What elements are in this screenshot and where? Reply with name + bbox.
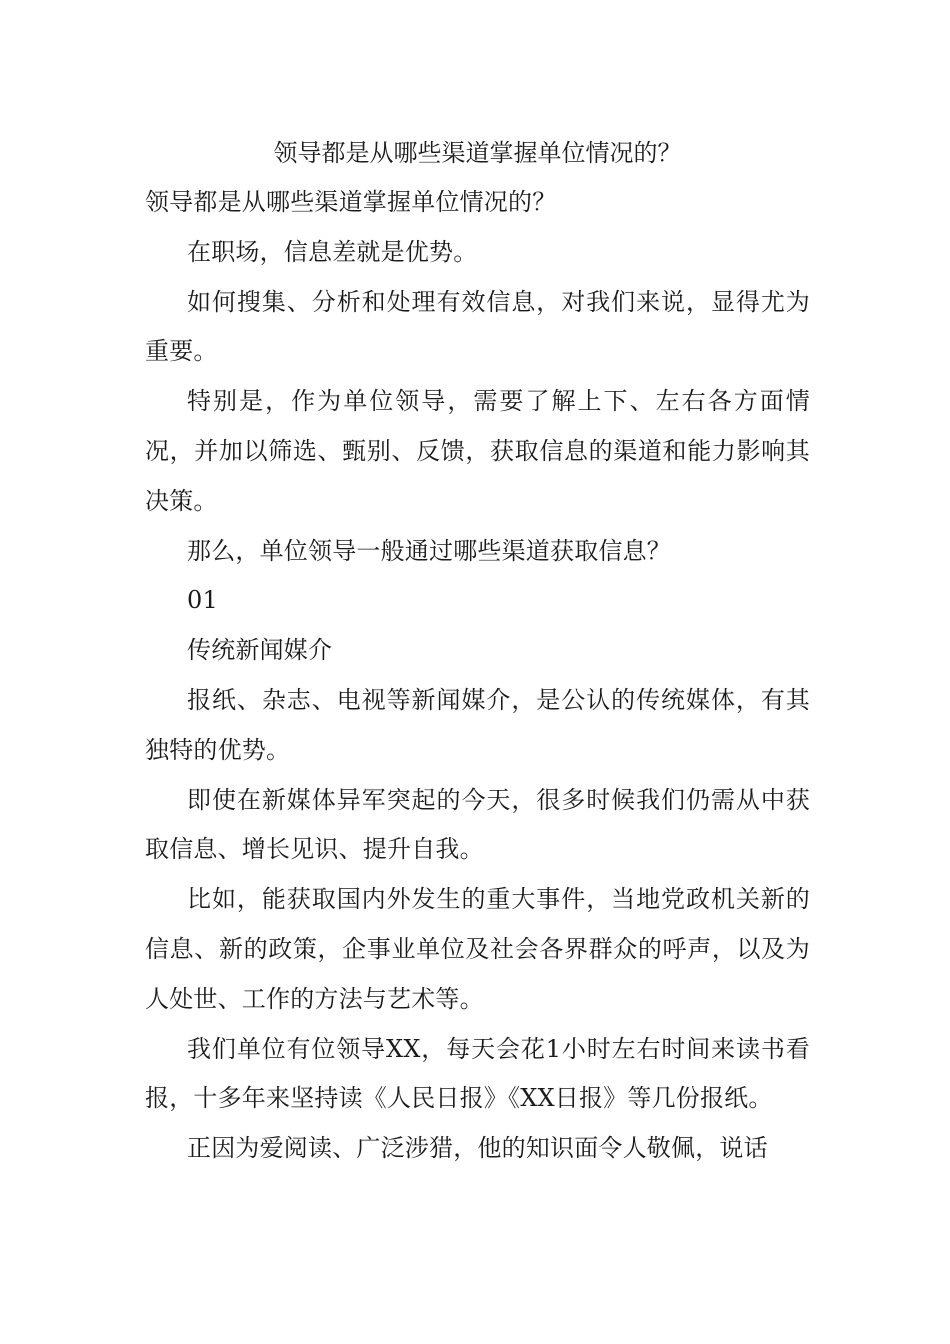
section-number: 01 <box>187 586 218 615</box>
document-body <box>145 128 810 1174</box>
paragraph: 那么，单位领导一般通过哪些渠道获取信息？ <box>187 536 671 565</box>
paragraph-intro: 在职场，信息差就是优势。 <box>187 237 478 266</box>
paragraph: 如何搜集、分析和处理有效信息，对我们来说，显得尤为重要。 <box>145 287 810 366</box>
document-title: 领导都是从哪些渠道掌握单位情况的？ <box>273 139 682 167</box>
paragraph: 即使在新媒体异军突起的今天，很多时候我们仍需从中获取信息、增长见识、提升自我。 <box>145 785 810 864</box>
paragraph: 特别是，作为单位领导，需要了解上下、左右各方面情况，并加以筛选、甄别、反馈，获取信息的渠道和能力影响其决策。 <box>145 387 810 515</box>
paragraph: 报纸、杂志、电视等新闻媒介，是公认的传统媒体，有其独特的优势。 <box>145 685 810 764</box>
paragraph: 我们单位有位领导XX，每天会花1小时左右时间来读书看报，十多年来坚持读《人民日报》《XX日报》等几份报纸。 <box>145 1034 810 1113</box>
paragraph-truncated: 正因为爱阅读、广泛涉猎，他的知识面令人敬佩，说话 <box>187 1134 768 1163</box>
section-heading: 传统新闻媒介 <box>187 636 333 665</box>
paragraph: 比如，能获取国内外发生的重大事件，当地党政机关新的信息、新的政策，企事业单位及社会各界群众的呼声，以及为人处世、工作的方法与艺术等。 <box>145 885 810 1013</box>
paragraph-repeat-title: 领导都是从哪些渠道掌握单位情况的？ <box>145 188 557 216</box>
